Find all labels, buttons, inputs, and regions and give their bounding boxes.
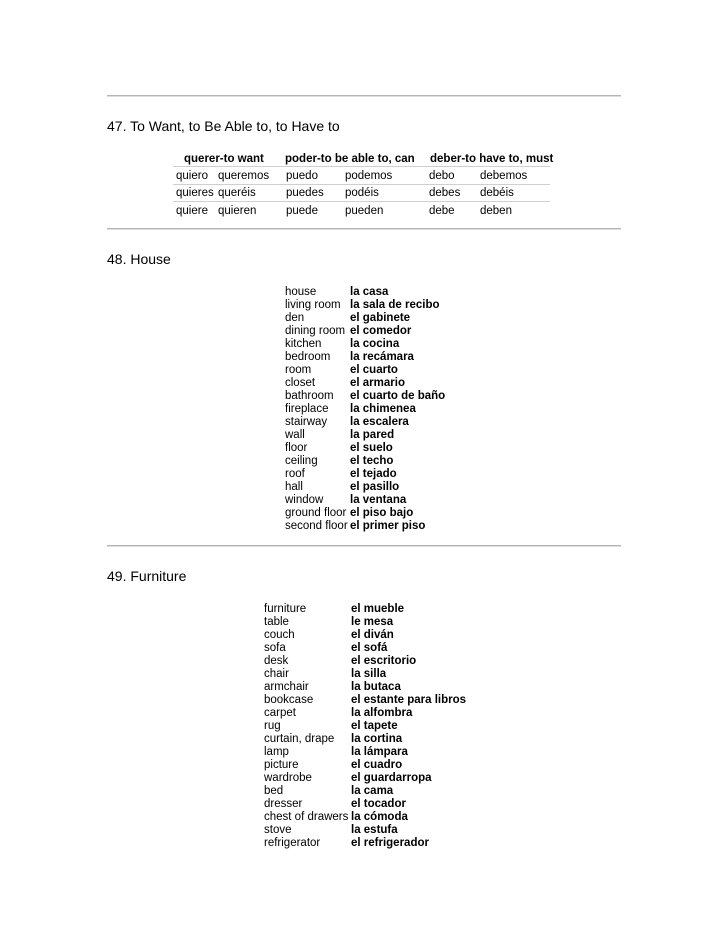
spanish-term: el primer piso — [350, 520, 426, 532]
english-term: bathroom — [285, 390, 334, 402]
english-term: carpet — [264, 707, 296, 719]
spanish-term: el pasillo — [350, 481, 400, 493]
verb-header-poder: poder-to be able to, can — [285, 153, 415, 165]
spanish-term: la cama — [351, 785, 394, 797]
spanish-term: la chimenea — [350, 403, 416, 415]
conjugation-cell: debes — [429, 187, 461, 199]
english-term: wall — [285, 429, 305, 441]
spanish-term: la lámpara — [351, 746, 408, 758]
section-divider — [107, 95, 621, 97]
section-heading-48: 48. House — [107, 251, 171, 267]
english-term: desk — [264, 655, 289, 667]
spanish-term: la pared — [350, 429, 395, 441]
english-term: bed — [264, 785, 284, 797]
english-term: roof — [285, 468, 305, 480]
conjugation-cell: quieres — [176, 187, 214, 199]
conjugation-cell: podemos — [345, 170, 393, 182]
spanish-term: el tapete — [351, 720, 398, 732]
english-term: fireplace — [285, 403, 329, 415]
conjugation-cell: pueden — [345, 205, 384, 217]
spanish-term: el suelo — [350, 442, 393, 454]
spanish-term: el tejado — [350, 468, 397, 480]
english-term: den — [285, 312, 305, 324]
table-row-divider — [173, 184, 550, 185]
english-term: hall — [285, 481, 303, 493]
english-term: picture — [264, 759, 299, 771]
spanish-term: el sofá — [351, 642, 388, 654]
english-term: bedroom — [285, 351, 331, 363]
english-term: bookcase — [264, 694, 314, 706]
conjugation-cell: debéis — [480, 187, 514, 199]
spanish-term: la sala de recibo — [350, 299, 440, 311]
english-term: floor — [285, 442, 308, 454]
conjugation-cell: deben — [480, 205, 512, 217]
conjugation-cell: puedes — [286, 187, 324, 199]
conjugation-cell: debo — [429, 170, 455, 182]
conjugation-cell: debemos — [480, 170, 528, 182]
spanish-term: le mesa — [351, 616, 394, 628]
spanish-term: el gabinete — [350, 312, 411, 324]
conjugation-cell: quiero — [176, 170, 208, 182]
spanish-term: el estante para libros — [351, 694, 467, 706]
english-term: armchair — [264, 681, 309, 693]
english-term: stairway — [285, 416, 328, 428]
spanish-term: la recámara — [350, 351, 414, 363]
spanish-term: la ventana — [350, 494, 407, 506]
spanish-term: el comedor — [350, 325, 412, 337]
english-term: kitchen — [285, 338, 322, 350]
spanish-term: la casa — [350, 286, 389, 298]
english-term: curtain, drape — [264, 733, 335, 745]
spanish-term: la escalera — [350, 416, 409, 428]
english-term: table — [264, 616, 289, 628]
spanish-term: la cómoda — [351, 811, 408, 823]
section-divider — [107, 545, 621, 547]
english-term: living room — [285, 299, 341, 311]
spanish-term: el cuadro — [351, 759, 403, 771]
conjugation-cell: quieren — [218, 205, 257, 217]
spanish-term: el refrigerador — [351, 837, 429, 849]
spanish-term: el diván — [351, 629, 394, 641]
english-term: furniture — [264, 603, 307, 615]
english-term: house — [285, 286, 317, 298]
verb-header-querer: querer-to want — [184, 153, 264, 165]
spanish-term: el escritorio — [351, 655, 417, 667]
english-term: lamp — [264, 746, 289, 758]
english-term: wardrobe — [264, 772, 312, 784]
verb-header-deber: deber-to have to, must — [430, 153, 554, 165]
english-term: dining room — [285, 325, 346, 337]
spanish-term: el armario — [350, 377, 405, 389]
english-term: ground floor — [285, 507, 347, 519]
spanish-term: el tocador — [351, 798, 406, 810]
english-term: refrigerator — [264, 837, 321, 849]
conjugation-cell: queremos — [218, 170, 270, 182]
english-term: closet — [285, 377, 316, 389]
conjugation-cell: podéis — [345, 187, 379, 199]
spanish-term: la estufa — [351, 824, 398, 836]
spanish-term: la cocina — [350, 338, 400, 350]
spanish-term: la alfombra — [351, 707, 413, 719]
conjugation-cell: queréis — [218, 187, 256, 199]
english-term: window — [285, 494, 324, 506]
table-row-divider — [173, 166, 550, 167]
spanish-term: la butaca — [351, 681, 401, 693]
conjugation-cell: puedo — [286, 170, 318, 182]
table-row-divider — [173, 201, 550, 202]
spanish-term: el techo — [350, 455, 394, 467]
english-term: chair — [264, 668, 289, 680]
section-heading-49: 49. Furniture — [107, 568, 187, 584]
english-term: second floor — [285, 520, 348, 532]
spanish-term: el guardarropa — [351, 772, 432, 784]
spanish-term: el mueble — [351, 603, 405, 615]
english-term: couch — [264, 629, 295, 641]
english-term: rug — [264, 720, 281, 732]
english-term: room — [285, 364, 312, 376]
conjugation-cell: quiere — [176, 205, 208, 217]
conjugation-cell: debe — [429, 205, 455, 217]
english-term: sofa — [264, 642, 286, 654]
spanish-term: la silla — [351, 668, 387, 680]
section-heading-47: 47. To Want, to Be Able to, to Have to — [107, 118, 340, 134]
english-term: dresser — [264, 798, 303, 810]
spanish-term: el cuarto de baño — [350, 390, 446, 402]
conjugation-cell: puede — [286, 205, 318, 217]
spanish-term: la cortina — [351, 733, 403, 745]
english-term: chest of drawers — [264, 811, 349, 823]
spanish-term: el cuarto — [350, 364, 398, 376]
english-term: stove — [264, 824, 292, 836]
section-divider — [107, 228, 621, 230]
english-term: ceiling — [285, 455, 318, 467]
spanish-term: el piso bajo — [350, 507, 414, 519]
